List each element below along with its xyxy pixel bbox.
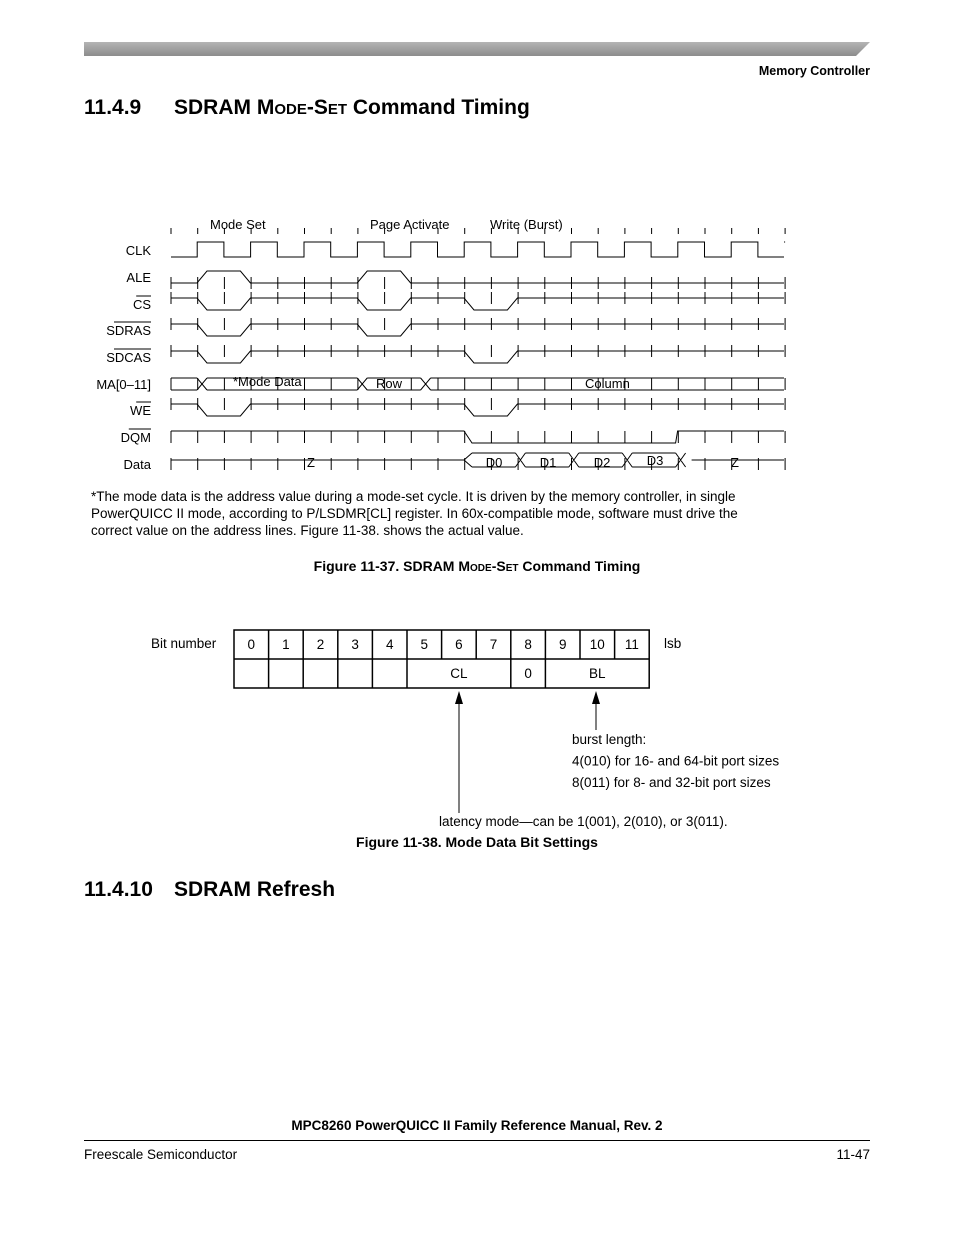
we-waveform <box>171 404 784 416</box>
bit-number: 8 <box>524 637 532 652</box>
bit-number: 2 <box>316 637 325 652</box>
data-label: D1 <box>539 455 557 470</box>
figure-11-38-caption: Figure 11-38. Mode Data Bit Settings <box>356 834 598 850</box>
bit-number: 0 <box>247 637 256 652</box>
signal-label-cs: CS <box>132 297 151 312</box>
bit-number-label: Bit number <box>151 636 217 651</box>
page-number: 11-47 <box>836 1147 870 1162</box>
mode-data-note: *The mode data is the address value during a mode-set cycle. It is driven by the memory controller, in single PowerQUICC II mode, according to P/LSDMR[CL] register. In 60x-compatible mode, software must drive the correct value on the address lines. Figure 11-38. shows the actual value. <box>91 489 738 538</box>
bit-number: 10 <box>589 637 605 652</box>
data-label: D3 <box>646 453 664 468</box>
clk-waveform <box>171 242 785 257</box>
bit-number: 3 <box>351 637 359 652</box>
phase-label: Page Activate <box>370 217 450 232</box>
footer-company: Freescale Semiconductor <box>84 1147 238 1162</box>
signal-label-we: WE <box>130 403 151 418</box>
burst-length-note: 4(010) for 16- and 64-bit port sizes <box>572 753 780 769</box>
sdras-waveform <box>171 324 784 336</box>
lsb-label: lsb <box>664 636 682 651</box>
burst-length-note: 8(011) for 8- and 32-bit port sizes <box>572 775 771 790</box>
bit-number: 1 <box>282 637 290 652</box>
latency-mode-note: latency mode—can be 1(001), 2(010), or 3(011). <box>439 814 728 829</box>
data-bus-waveform <box>171 453 784 467</box>
footer-divider <box>84 1140 870 1141</box>
signal-label-data: Data <box>123 457 151 472</box>
bit-number: 5 <box>420 637 429 652</box>
phase-label: Write (Burst) <box>490 217 563 232</box>
cs-waveform <box>171 298 784 310</box>
header-bar <box>84 42 870 56</box>
burst-length-note: burst length: <box>572 732 647 747</box>
signal-label-sdras: SDRAS <box>106 323 151 338</box>
bit-number: 7 <box>489 637 498 652</box>
section-number: 11.4.9 <box>84 96 142 119</box>
ma-label-mode-data: *Mode Data <box>233 374 302 389</box>
field-bl: BL <box>589 666 606 681</box>
timing-diagram <box>0 200 954 485</box>
sdcas-waveform <box>171 351 784 363</box>
field-cl: CL <box>450 666 468 681</box>
figure-11-37-caption: Figure 11-37. SDRAM Mode-Set Command Timing <box>313 558 641 574</box>
mode-data-bit-figure <box>0 620 954 840</box>
footer-title: MPC8260 PowerQUICC II Family Reference Manual, Rev. 2 <box>291 1118 663 1133</box>
dqm-waveform <box>171 431 784 443</box>
signal-label-sdcas: SDCAS <box>106 350 151 365</box>
data-label: Z <box>307 455 315 470</box>
section-number: 11.4.10 <box>84 878 153 901</box>
ale-waveform <box>171 271 784 283</box>
bit-number: 11 <box>624 637 639 652</box>
data-label: D2 <box>593 455 611 470</box>
latency-arrow-head <box>455 691 463 704</box>
signal-label-ma: MA[0–11] <box>96 377 151 392</box>
data-label: Z <box>731 455 739 470</box>
bit-number: 6 <box>455 637 463 652</box>
field-reserved-zero: 0 <box>524 666 532 681</box>
burst-arrow-head <box>592 691 600 704</box>
phase-label: Mode Set <box>210 217 266 232</box>
ma-label-column: Column <box>585 376 630 391</box>
bit-number: 9 <box>558 637 567 652</box>
signal-label-dqm: DQM <box>120 430 151 445</box>
bit-number: 4 <box>385 637 394 652</box>
data-label: D0 <box>485 455 503 470</box>
section-title-11-4-10: 11.4.10 SDRAM Refresh <box>84 878 336 901</box>
ma-label-row: Row <box>376 376 403 391</box>
section-title-11-4-9: 11.4.9 SDRAM Mode-Set Command Timing <box>84 96 530 119</box>
signal-label-clk: CLK <box>125 243 151 258</box>
signal-label-ale: ALE <box>126 270 151 285</box>
running-head: Memory Controller <box>758 64 870 78</box>
